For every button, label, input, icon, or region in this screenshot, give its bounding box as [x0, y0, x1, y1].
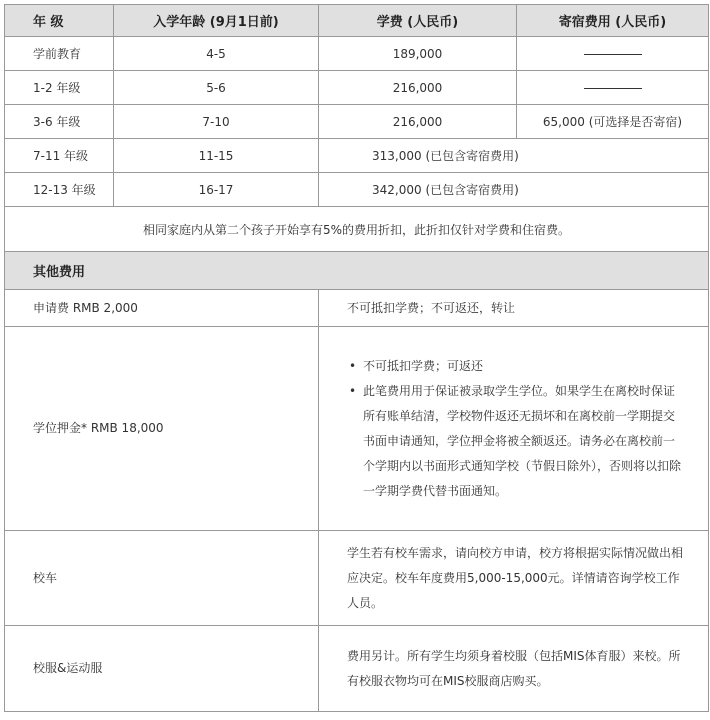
boarding-cell	[517, 37, 709, 71]
deposit-bullets	[347, 354, 686, 504]
header-age: 入学年龄 (9月1日前)	[114, 5, 319, 37]
age-cell: 5-6	[114, 71, 319, 105]
combined-fee-text: 342,000 (已包含寄宿费用)	[372, 183, 519, 197]
table-row	[5, 105, 709, 139]
discount-row	[5, 207, 709, 252]
table-row	[5, 139, 709, 173]
table-row	[5, 71, 709, 105]
grade-cell: 7-11 年级	[5, 139, 114, 173]
age-cell: 16-17	[114, 173, 319, 207]
other-fee-row	[5, 290, 709, 327]
fee-description: 学生若有校车需求，请向校方申请，校方将根据实际情况做出相应决定。校车年度费用5,000-15,000元。详情请咨询学校工作人员。	[319, 531, 709, 626]
age-cell: 4-5	[114, 37, 319, 71]
discount-note: 相同家庭内从第二个孩子开始享有5%的费用折扣，此折扣仅针对学费和住宿费。	[5, 207, 709, 252]
not-applicable-dash	[584, 88, 642, 89]
header-tuition: 学费 (人民币)	[319, 5, 517, 37]
header-boarding: 寄宿费用 (人民币)	[517, 5, 709, 37]
other-fees-header	[5, 252, 709, 290]
fee-name: 校服&运动服	[5, 626, 319, 712]
combined-fee-cell	[319, 139, 709, 173]
fee-description	[319, 327, 709, 531]
combined-fee-text: 313,000 (已包含寄宿费用)	[372, 149, 519, 163]
list-item: • 不可抵扣学费；可返还	[347, 354, 686, 379]
list-item: • 此笔费用用于保证被录取学生学位。如果学生在离校时保证所有账单结清，学校物件返还无损坏和在离校前一学期提交书面申请通知，学位押金将被全额返还。请务必在离校前一个学期内以书面形式通知学校（节假日除外），否则将以扣除一学期学费代替书面通知。	[347, 379, 686, 504]
fee-name: 申请费 RMB 2,000	[5, 290, 319, 327]
grade-cell: 1-2 年级	[5, 71, 114, 105]
other-fee-row	[5, 531, 709, 626]
not-applicable-dash	[584, 54, 642, 55]
header-grade: 年 级	[5, 5, 114, 37]
tuition-cell: 189,000	[319, 37, 517, 71]
grade-cell: 12-13 年级	[5, 173, 114, 207]
fee-table	[4, 4, 709, 712]
table-row	[5, 37, 709, 71]
other-fee-row	[5, 327, 709, 531]
other-fee-row	[5, 626, 709, 712]
grade-cell: 学前教育	[5, 37, 114, 71]
boarding-cell	[517, 71, 709, 105]
age-cell: 11-15	[114, 139, 319, 173]
fee-table-header	[5, 5, 709, 37]
combined-fee-cell	[319, 173, 709, 207]
table-row	[5, 173, 709, 207]
age-cell: 7-10	[114, 105, 319, 139]
other-fees-title: 其他费用	[5, 252, 709, 290]
boarding-cell: 65,000 (可选择是否寄宿)	[517, 105, 709, 139]
tuition-cell: 216,000	[319, 105, 517, 139]
fee-name: 学位押金* RMB 18,000	[5, 327, 319, 531]
fee-name: 校车	[5, 531, 319, 626]
grade-cell: 3-6 年级	[5, 105, 114, 139]
fee-description: 不可抵扣学费；不可返还，转让	[319, 290, 709, 327]
fee-description: 费用另计。所有学生均须身着校服（包括MIS体育服）来校。所有校服衣物均可在MIS校服商店购买。	[319, 626, 709, 712]
tuition-cell: 216,000	[319, 71, 517, 105]
